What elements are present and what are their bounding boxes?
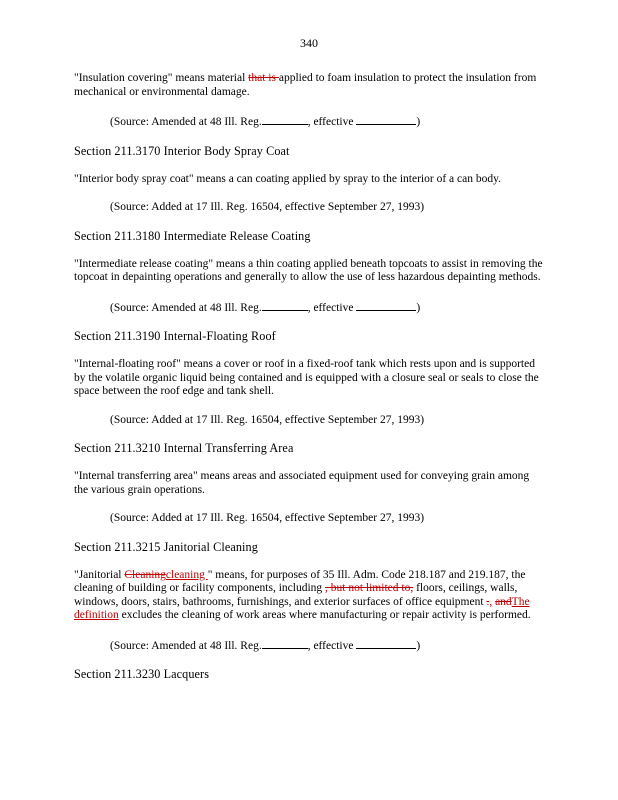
section-heading: Section 211.3210 Internal Transferring Area bbox=[74, 441, 294, 455]
source-text: , effective bbox=[307, 116, 357, 128]
section-heading: Section 211.3230 Lacquers bbox=[74, 667, 210, 681]
text: "Janitorial bbox=[74, 568, 125, 581]
source-text: ) bbox=[416, 116, 421, 128]
blank-line bbox=[356, 638, 416, 649]
source-note: (Source: Added at 17 Ill. Reg. 16504, effective September 27, 1993) bbox=[110, 512, 425, 524]
blank-line bbox=[356, 300, 416, 311]
section-text bbox=[74, 569, 544, 623]
section-text: "Interior body spray coat" means a can coating applied by spray to the interior of a can body. bbox=[74, 172, 501, 185]
deleted-text: that is bbox=[248, 72, 279, 84]
section-text: "Internal-floating roof" means a cover or roof in a fixed-roof tank which rests upon and is supported by the volatile organic liquid being contained and is equipped with a closure seal or seals to close the space between the roof edge and tank shell. bbox=[74, 358, 539, 397]
source-text: (Source: Amended at 48 Ill. Reg. bbox=[110, 639, 262, 652]
deleted-text: and bbox=[495, 595, 512, 608]
section-heading: Section 211.3170 Interior Body Spray Coat bbox=[74, 143, 290, 158]
section-heading: Section 211.3215 Janitorial Cleaning bbox=[74, 539, 258, 554]
deleted-text: , but not limited to, bbox=[325, 582, 414, 594]
deleted-text: Cleaning bbox=[124, 568, 166, 581]
section-text: "Intermediate release coating" means a thin coating applied beneath topcoats to assist in removing the topcoat in depainting operations and generally to allow the use of less hazardous depainting methods. bbox=[74, 257, 543, 283]
page-number: 340 bbox=[300, 36, 318, 50]
source-text: , effective bbox=[307, 301, 357, 314]
source-note bbox=[74, 638, 544, 654]
blank-line bbox=[262, 300, 308, 311]
inserted-text: cleaning bbox=[165, 568, 208, 581]
document-body bbox=[74, 72, 544, 681]
section-text: "Internal transferring area" means areas and associated equipment used for conveying grain among the various grain operations. bbox=[74, 470, 530, 496]
blank-line bbox=[262, 114, 308, 125]
text: applied to foam insulation to protect the insulation from mechanical or environmental damage. bbox=[74, 72, 537, 98]
source-text: ) bbox=[416, 301, 421, 314]
source-note: (Source: Added at 17 Ill. Reg. 16504, effective September 27, 1993) bbox=[110, 201, 425, 213]
source-text: , effective bbox=[307, 639, 357, 652]
section-heading: Section 211.3180 Intermediate Release Coating bbox=[74, 228, 311, 243]
blank-line bbox=[356, 114, 416, 125]
inserted-text: The definition bbox=[74, 595, 530, 621]
deleted-text: . bbox=[486, 595, 490, 608]
source-note bbox=[74, 114, 544, 130]
text: excludes the cleaning of work areas where manufacturing or repair activity is performed. bbox=[118, 609, 531, 621]
text: "Insulation covering" means material bbox=[74, 72, 249, 84]
section-heading: Section 211.3190 Internal-Floating Roof bbox=[74, 329, 276, 343]
source-note bbox=[74, 300, 544, 316]
source-text: (Source: Amended at 48 Ill. Reg. bbox=[110, 116, 262, 128]
inserted-text: , bbox=[489, 595, 493, 608]
blank-line bbox=[262, 638, 308, 649]
definition-insulation-covering bbox=[74, 72, 544, 99]
text: floors, ceilings, walls, windows, doors, stairs, bathrooms, furnishings, and exterior surfaces of office equipment bbox=[74, 582, 518, 608]
source-text: (Source: Amended at 48 Ill. Reg. bbox=[110, 301, 262, 314]
text: " means, for purposes of 35 Ill. Adm. Code 218.187 and 219.187, the cleaning of building or facility components, including bbox=[74, 568, 526, 594]
source-note: (Source: Added at 17 Ill. Reg. 16504, effective September 27, 1993) bbox=[110, 413, 425, 426]
source-text: ) bbox=[416, 639, 421, 652]
